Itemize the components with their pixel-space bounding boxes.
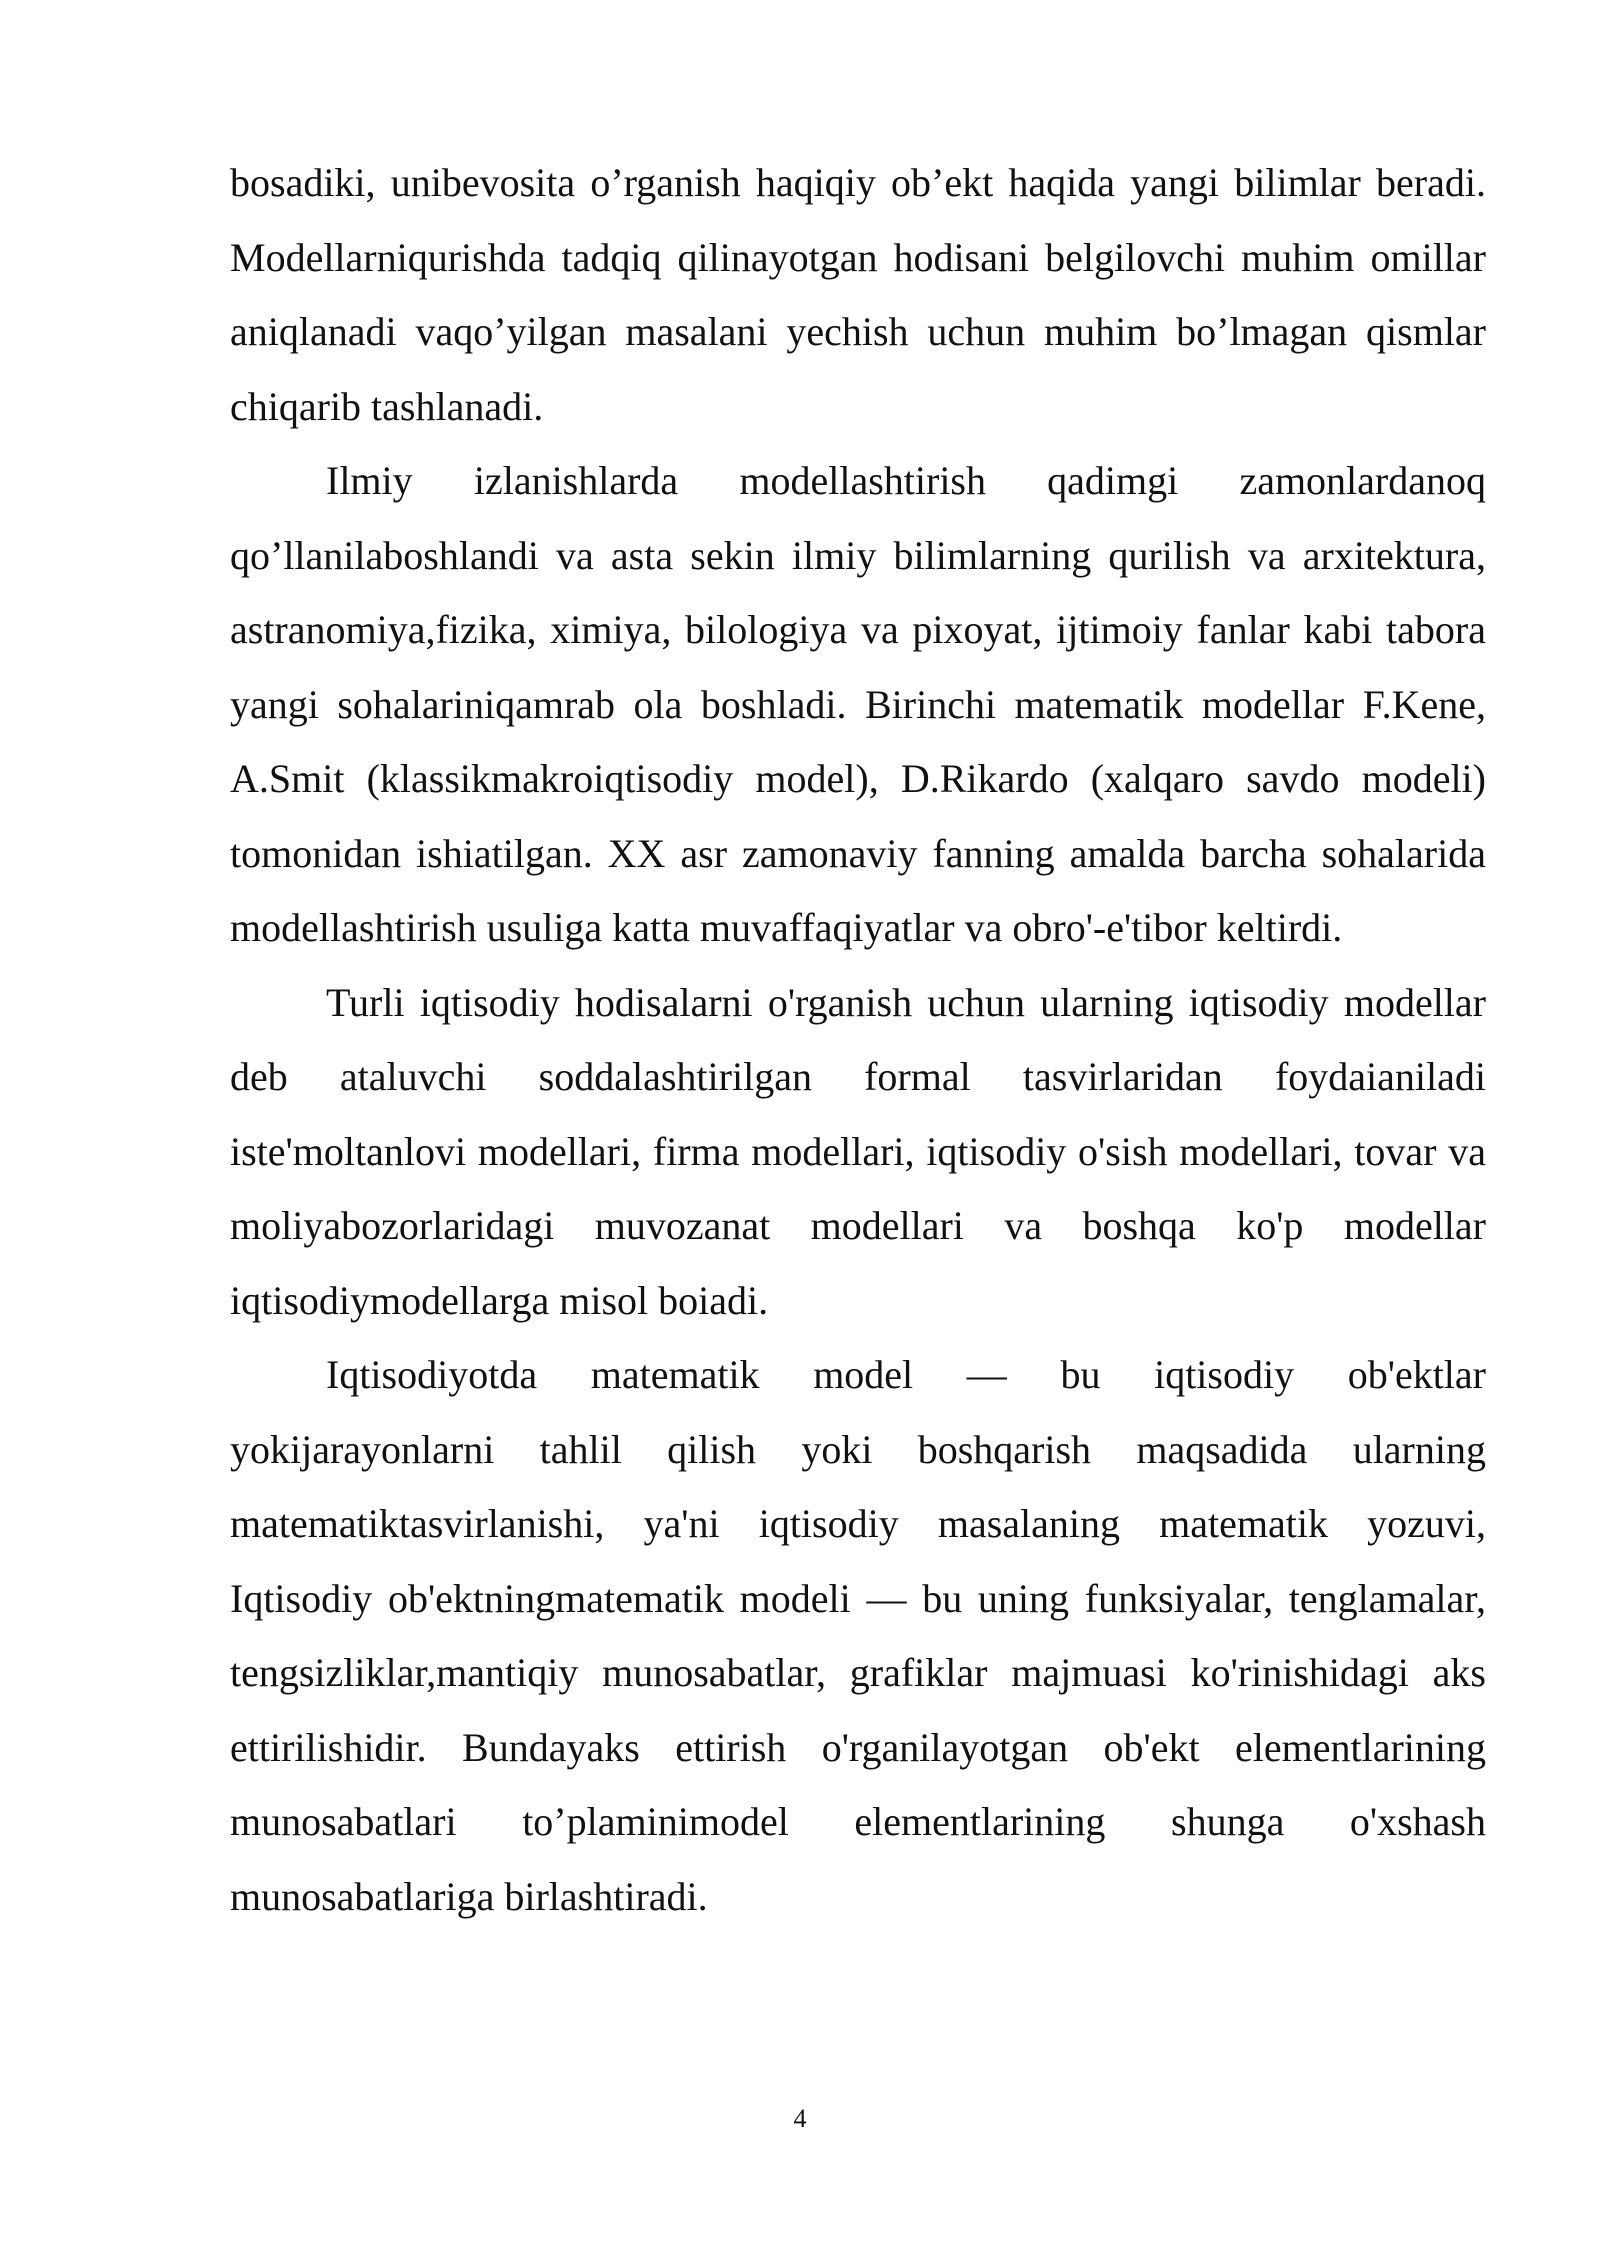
- paragraph-mathematical-model: Iqtisodiyotda matematik model — bu iqtisodiy ob'ektlar yokijarayonlarni tahlil qilish yoki boshqarish maqsadida ularning matematiktasvirlanishi, ya'ni iqtisodiy masalaning matematik yozuvi, Iqtisodiy ob'ektningmatematik modeli — bu uning funksiyalar, tenglamalar, tengsizliklar,mantiqiy munosabatlar, grafiklar majmuasi ko'rinishidagi aks ettirilishidir. Bundayaks ettirish o'rganilayotgan ob'ekt elementlarining munosabatlari to’plaminimodel elementlarining shunga o'xshash munosabatlariga birlashtiradi.: [230, 1352, 1486, 1919]
- body-text: [230, 146, 1486, 1934]
- paragraph-continuation: bosadiki, unibevosita o’rganish haqiqiy ob’ekt haqida yangi bilimlar beradi. Modellarniqurishda tadqiq qilinayotgan hodisani belgilovchi muhim omillar aniqlanadi vaqo’yilgan masalani yechish uchun muhim bo’lmagan qismlar chiqarib tashlanadi.: [230, 160, 1486, 429]
- paragraph-modelling-history: Ilmiy izlanishlarda modellashtirish qadimgi zamonlardanoq qo’llanilaboshlandi va asta sekin ilmiy bilimlarning qurilish va arxitektura, astranomiya,fizika, ximiya, bilologiya va pixoyat, ijtimoiy fanlar kabi tabora yangi sohalariniqamrab ola boshladi. Birinchi matematik modellar F.Kene, A.Smit (klassikmakroiqtisodiy model), D.Rikardo (xalqaro savdo modeli) tomonidan ishiatilgan. XX asr zamonaviy fanning amalda barcha sohalarida modellashtirish usuliga katta muvaffaqiyatlar va obro'-e'tibor keltirdi.: [230, 458, 1486, 950]
- paragraph-economic-models: Turli iqtisodiy hodisalarni o'rganish uchun ularning iqtisodiy modellar deb ataluvchi soddalashtirilgan formal tasvirlaridan foydaianiladi iste'moltanlovi modellari, firma modellari, iqtisodiy o'sish modellari, tovar va moliyabozorlaridagi muvozanat modellari va boshqa ko'p modellar iqtisodiymodellarga misol boiadi.: [230, 979, 1486, 1323]
- page-number: 4: [793, 2104, 807, 2133]
